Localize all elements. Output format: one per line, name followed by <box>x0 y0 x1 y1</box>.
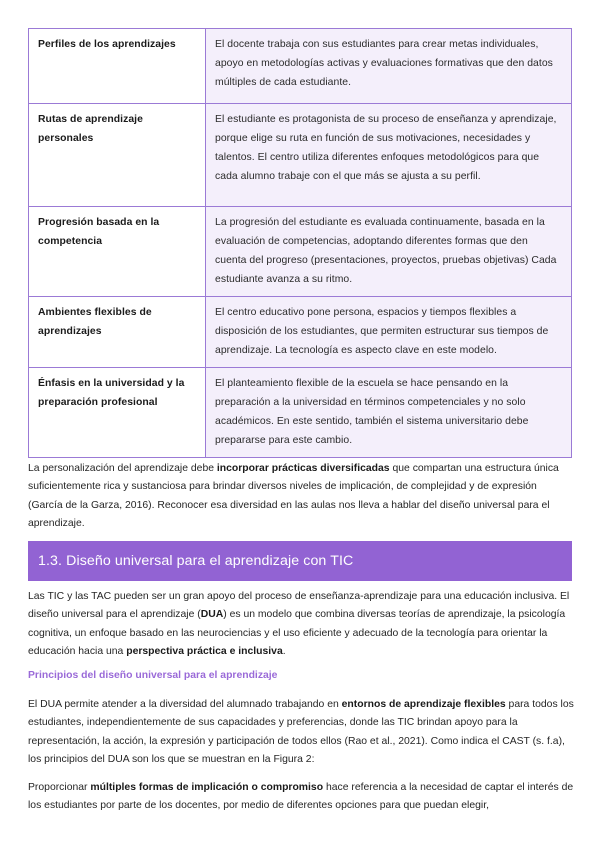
emphasis: perspectiva práctica e inclusiva <box>126 646 283 658</box>
row-term: Ambientes flexibles de aprendizajes <box>29 297 206 368</box>
paragraph-engagement: Proporcionar múltiples formas de implicación o compromiso hace referencia a la necesidad de captar el interés de los estudiantes por parte de los docentes, por medio de diferentes opciones para que puedan elegir, <box>28 782 574 812</box>
table-row <box>29 297 572 368</box>
row-description: El planteamiento flexible de la escuela se hace pensando en la preparación a la universidad en términos competenciales y no solo académicos. En este sentido, también el sistema universitario debe prepararse para este cambio. <box>206 368 572 458</box>
row-description: La progresión del estudiante es evaluada continuamente, basada en la evaluación de competencias, adoptando diferentes formas que den cuenta del progreso (presentaciones, proyectos, pruebas objetivas) Cada estudiante avanza a su ritmo. <box>206 207 572 297</box>
row-term: Progresión basada en la competencia <box>29 207 206 297</box>
section-header <box>28 541 572 581</box>
paragraph-personalization: La personalización del aprendizaje debe incorporar prácticas diversificadas que compartan una estructura única suficientemente rica y sustanciosa para brindar diversos niveles de implicación, de complejidad y de expresión (García de la Garza, 2016). Reconocer esa diversidad en las aulas nos lleva a hablar del diseño universal para el aprendizaje. <box>28 463 559 530</box>
personalization-table <box>28 28 572 458</box>
emphasis: múltiples formas de implicación o compromiso <box>90 782 324 793</box>
paragraph-dua-intro: Las TIC y las TAC pueden ser un gran apoyo del proceso de enseñanza-aprendizaje para una educación inclusiva. El diseño universal para el aprendizaje (DUA) es un modelo que combina diversas teorías de aprendizaje, la psicología cognitiva, un enfoque basado en las neurociencias y el uso eficiente y adecuado de la tecnología para orientar la educación hacia una perspectiva práctica e inclusiva. <box>28 591 570 658</box>
table-row <box>29 104 572 207</box>
row-term: Rutas de aprendizaje personales <box>29 104 206 207</box>
table-row <box>29 368 572 458</box>
emphasis: entornos de aprendizaje flexibles <box>341 699 506 710</box>
emphasis: incorporar prácticas diversificadas <box>216 463 390 474</box>
emphasis: DUA <box>200 609 224 621</box>
section-title: 1.3. Diseño universal para el aprendizaje con TIC <box>38 553 354 569</box>
row-description: El centro educativo pone persona, espacios y tiempos flexibles a disposición de los estudiantes, que permiten estructurar sus tiempos de aprendizaje. La tecnología es aspecto clave en este modelo. <box>206 297 572 368</box>
row-term: Perfiles de los aprendizajes <box>29 29 206 104</box>
row-term: Énfasis en la universidad y la preparación profesional <box>29 368 206 458</box>
subheading: Principios del diseño universal para el aprendizaje <box>28 670 278 681</box>
table-row <box>29 207 572 297</box>
table-row <box>29 29 572 104</box>
paragraph-dua-principles: El DUA permite atender a la diversidad del alumnado trabajando en entornos de aprendizaje flexibles para todos los estudiantes, independientemente de sus capacidades y preferencias, donde las TIC brindan apoyo para la representación, la acción, la expresión y participación de todos ellos (Rao et al., 2021). Como indica el CAST (s. f.a), los principios del DUA son los que se muestran en la Figura 2: <box>28 699 574 766</box>
row-description: El estudiante es protagonista de su proceso de enseñanza y aprendizaje, porque elige su ruta en función de sus motivaciones, necesidades y talentos. El centro utiliza diferentes enfoques metodológicos para que cada alumno trabaje con el que más se ajusta a su perfil. <box>206 104 572 207</box>
row-description: El docente trabaja con sus estudiantes para crear metas individuales, apoyo en metodologías activas y evaluaciones formativas que den datos múltiples de cada estudiante. <box>206 29 572 104</box>
